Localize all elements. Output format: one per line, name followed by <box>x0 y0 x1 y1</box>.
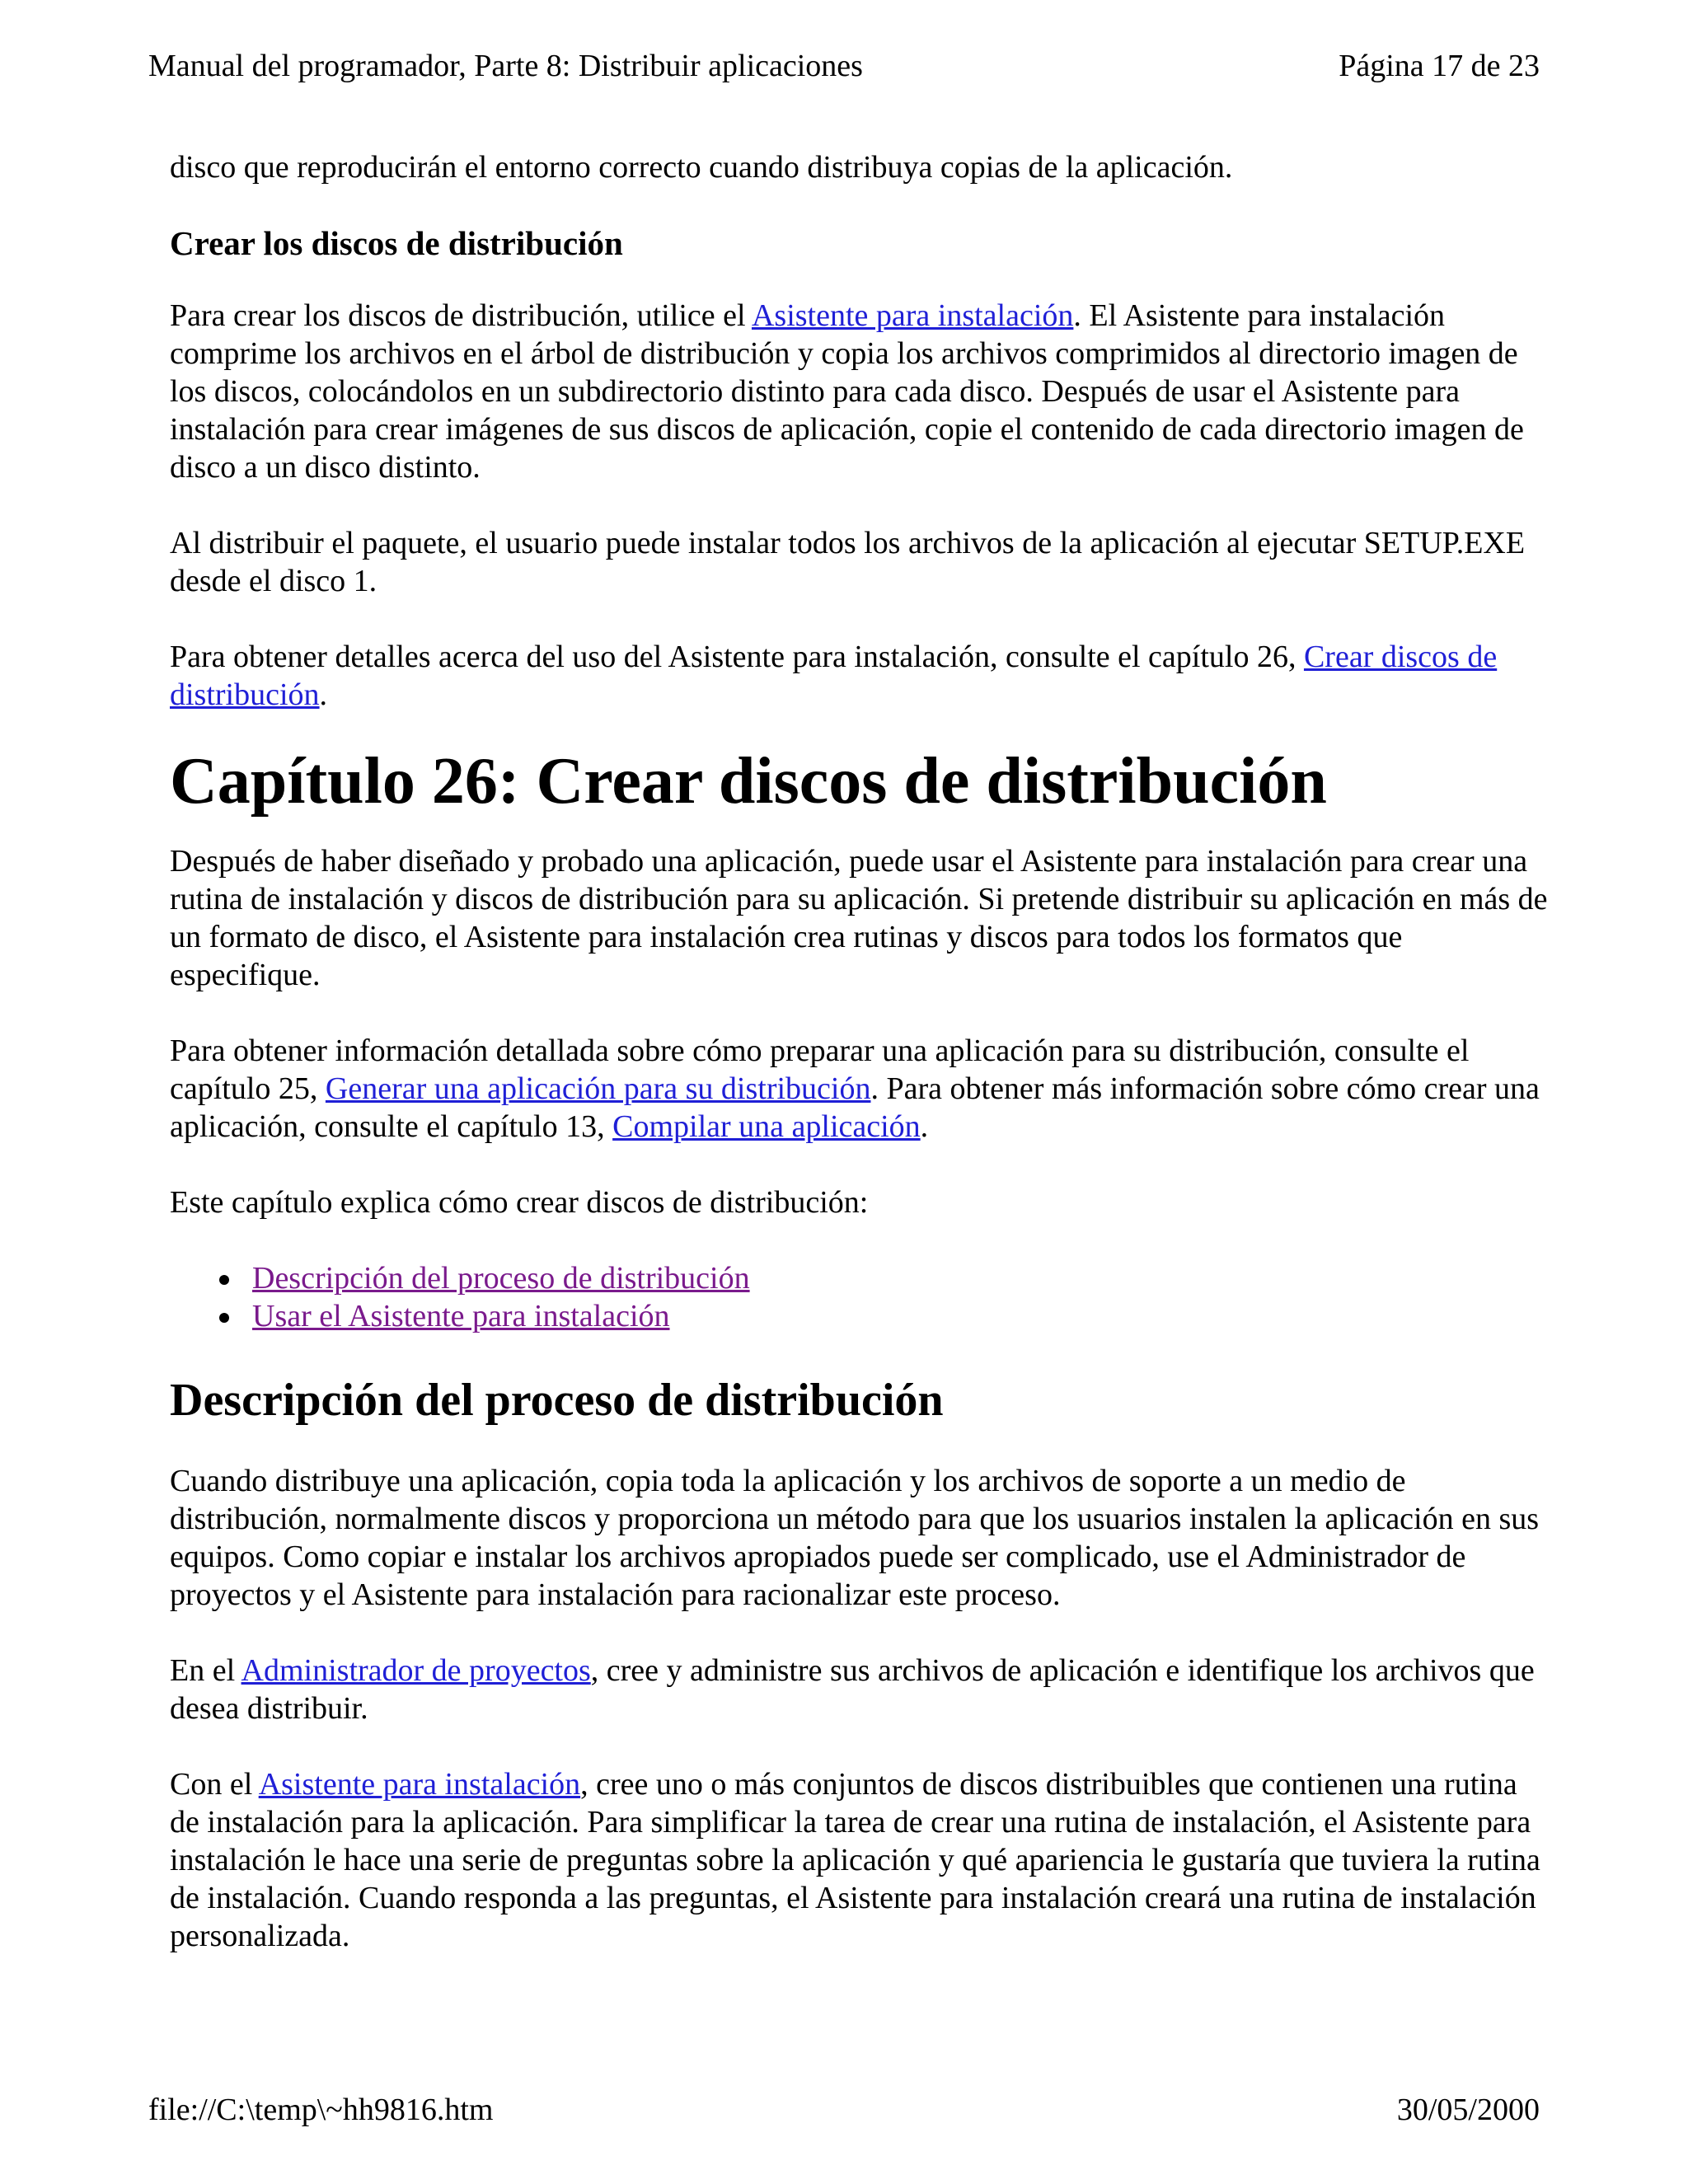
section-heading-crear-discos: Crear los discos de distribución <box>170 224 623 262</box>
link-compilar-aplicacion[interactable]: Compilar una aplicación <box>612 1109 921 1144</box>
paragraph: En el Administrador de proyectos, cree y administre sus archivos de aplicación e identifique los archivos que desea distribuir. <box>170 1653 1535 1726</box>
paragraph: Para obtener información detallada sobre cómo preparar una aplicación para su distribución, consulte el capítulo 25, Generar una aplicación para su distribución. Para obtener más información sobre cómo crear una aplicación, consulte el capítulo 13, Compilar una aplicación. <box>170 1033 1540 1144</box>
list-item <box>252 1297 1554 1335</box>
link-usar-asistente[interactable]: Usar el Asistente para instalación <box>252 1299 670 1333</box>
link-administrador-proyectos[interactable]: Administrador de proyectos <box>241 1653 591 1688</box>
continuation-paragraph: disco que reproducirán el entorno correcto cuando distribuya copias de la aplicación. <box>170 150 1233 185</box>
chapter-topic-list <box>170 1259 1554 1335</box>
chapter-title: Capítulo 26: Crear discos de distribución <box>170 745 1327 818</box>
link-crear-discos-distribucion[interactable]: Crear discos de distribución <box>170 640 1498 712</box>
paragraph: Para obtener detalles acerca del uso del Asistente para instalación, consulte el capítulo 26, Crear discos de distribución. <box>170 640 1498 712</box>
page-header-title: Manual del programador, Parte 8: Distribuir aplicaciones <box>148 49 863 83</box>
paragraph: Este capítulo explica cómo crear discos de distribución: <box>170 1185 869 1220</box>
link-descripcion-proceso[interactable]: Descripción del proceso de distribución <box>252 1261 750 1296</box>
section-heading-descripcion: Descripción del proceso de distribución <box>170 1375 944 1426</box>
paragraph: Cuando distribuye una aplicación, copia toda la aplicación y los archivos de soporte a un medio de distribución, normalmente discos y proporciona un método para que los usuarios instalen la aplicación en sus equipos. Como copiar e instalar los archivos apropiados puede ser complicado, use el Administrador de proyectos y el Asistente para instalación para racionalizar este proceso. <box>170 1464 1540 1612</box>
page-footer-date: 30/05/2000 <box>1396 2093 1540 2127</box>
bullet-icon <box>219 1275 229 1285</box>
page-number: Página 17 de 23 <box>1339 49 1540 83</box>
list-item <box>252 1259 1554 1297</box>
paragraph: Para crear los discos de distribución, utilice el Asistente para instalación. El Asistente para instalación comprime los archivos en el árbol de distribución y copia los archivos comprimidos al directorio imagen de los discos, colocándolos en un subdirectorio distinto para cada disco. Después de usar el Asistente para instalación para crear imágenes de sus discos de aplicación, copie el contenido de cada directorio imagen de disco a un disco distinto. <box>170 298 1524 485</box>
bullet-icon <box>219 1313 229 1323</box>
paragraph: Después de haber diseñado y probado una aplicación, puede usar el Asistente para instalación para crear una rutina de instalación y discos de distribución para su aplicación. Si pretende distribuir su aplicación en más de un formato de disco, el Asistente para instalación crea rutinas y discos para todos los formatos que especifique. <box>170 844 1548 992</box>
link-asistente-instalacion[interactable]: Asistente para instalación <box>751 298 1074 333</box>
document-body <box>170 148 1554 1955</box>
link-generar-aplicacion[interactable]: Generar una aplicación para su distribución <box>325 1071 871 1106</box>
paragraph: Al distribuir el paquete, el usuario puede instalar todos los archivos de la aplicación al ejecutar SETUP.EXE desde el disco 1. <box>170 526 1526 598</box>
page-footer-path: file://C:\temp\~hh9816.htm <box>148 2093 494 2127</box>
link-asistente-instalacion-2[interactable]: Asistente para instalación <box>258 1767 581 1802</box>
paragraph: Con el Asistente para instalación, cree uno o más conjuntos de discos distribuibles que contienen una rutina de instalación para la aplicación. Para simplificar la tarea de crear una rutina de instalación, el Asistente para instalación le hace una serie de preguntas sobre la aplicación y qué apariencia le gustaría que tuviera la rutina de instalación. Cuando responda a las preguntas, el Asistente para instalación creará una rutina de instalación personalizada. <box>170 1767 1540 1953</box>
